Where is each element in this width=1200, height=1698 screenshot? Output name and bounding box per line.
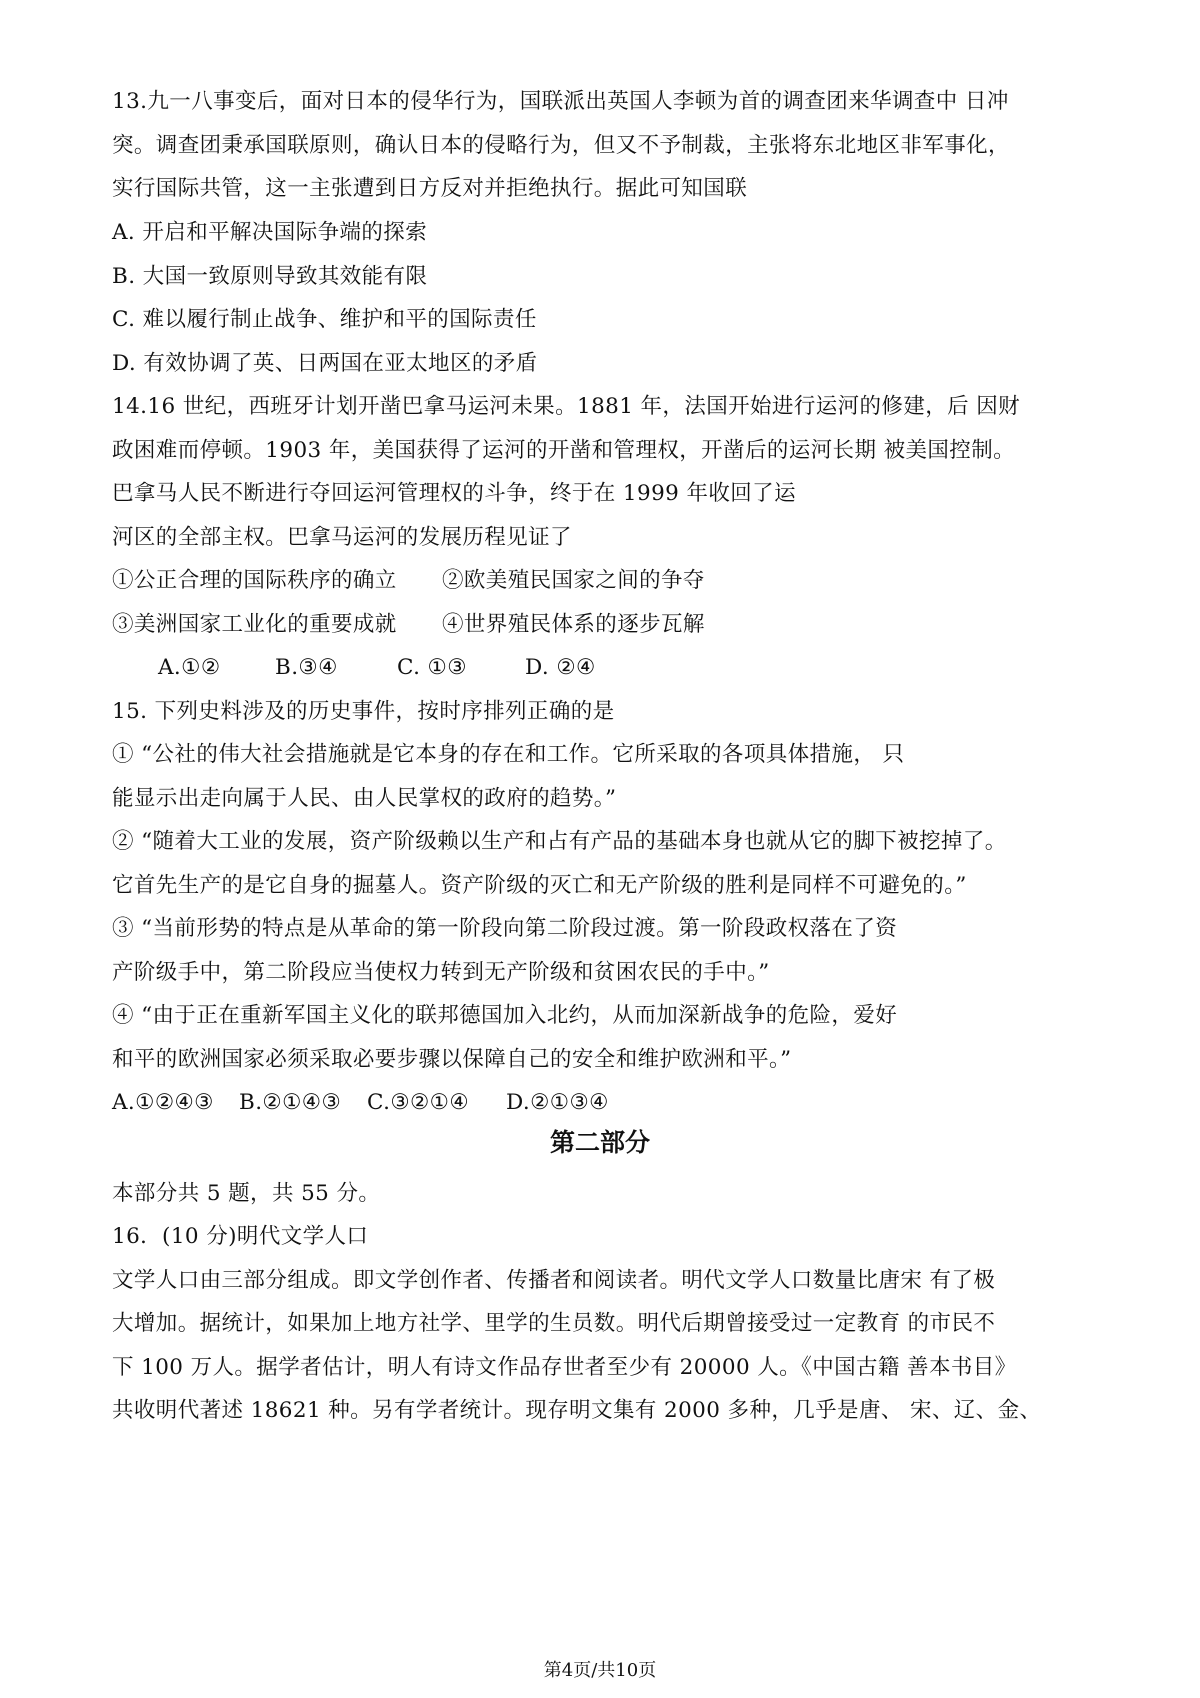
q15-material-line-2: 能显示出走向属于人民、由人民掌权的政府的趋势。” xyxy=(112,786,617,811)
q13-stem-line-3: 实行国际共管，这一主张遭到日方反对并拒绝执行。据此可知国联 xyxy=(112,176,748,201)
q13-stem-line-1: 13.九一八事变后，面对日本的侵华行为，国联派出英国人李顿为首的调查团来华调查中 日冲 xyxy=(112,89,1009,114)
q14-stem-line-1: 14.16 世纪，西班牙计划开凿巴拿马运河未果。1881 年，法国开始进行运河的修建，后 因财 xyxy=(112,394,1021,419)
q13-option-a: A. 开启和平解决国际争端的探索 xyxy=(112,220,428,245)
page-number: 第4页/共10页 xyxy=(543,1660,657,1681)
q13-option-c: C. 难以履行制止战争、维护和平的国际责任 xyxy=(112,307,537,332)
q16-text-line-4: 共收明代著述 18621 种。另有学者统计。现存明文集有 2000 多种，几乎是唐、 宋、辽、金、 xyxy=(112,1398,1042,1423)
q14-stem-line-2: 政困难而停顿。1903 年，美国获得了运河的开凿和管理权，开凿后的运河长期 被美国控制。 xyxy=(112,438,1015,463)
q14-stem-line-4: 河区的全部主权。巴拿马运河的发展历程见证了 xyxy=(112,525,572,550)
q15-material-line-7: ④ “由于正在重新军国主义化的联邦德国加入北约，从而加深新战争的危险，爱好 xyxy=(112,1003,898,1028)
q14-option-a: A.①② xyxy=(158,655,221,680)
q15-option-d: D.②①③④ xyxy=(506,1090,609,1115)
q15-option-a: A.①②④③ xyxy=(112,1090,214,1115)
q13-stem-line-2: 突。调查团秉承国联原则，确认日本的侵略行为，但又不予制裁，主张将东北地区非军事化， xyxy=(112,133,1010,158)
q15-material-line-6: 产阶级手中，第二阶段应当使权力转到无产阶级和贫困农民的手中。” xyxy=(112,960,770,985)
q14-item-2: ②欧美殖民国家之间的争夺 xyxy=(442,568,705,593)
q13-option-d: D. 有效协调了英、日两国在亚太地区的矛盾 xyxy=(112,351,538,376)
q15-stem: 15. 下列史料涉及的历史事件，按时序排列正确的是 xyxy=(112,699,615,724)
q16-text-line-3: 下 100 万人。据学者估计，明人有诗文作品存世者至少有 20000 人。《中国古籍 善本书目》 xyxy=(112,1355,1017,1380)
q14-option-d: D. ②④ xyxy=(525,655,596,680)
q14-item-4: ④世界殖民体系的逐步瓦解 xyxy=(442,612,705,637)
part2-intro: 本部分共 5 题，共 55 分。 xyxy=(112,1181,381,1206)
q15-material-line-3: ② “随着大工业的发展，资产阶级赖以生产和占有产品的基础本身也就从它的脚下被挖掉了。 xyxy=(112,829,1007,854)
q16-title: 16．(10 分)明代文学人口 xyxy=(112,1224,369,1249)
q15-material-line-8: 和平的欧洲国家必须采取必要步骤以保障自己的安全和维护欧洲和平。” xyxy=(112,1047,792,1072)
q14-option-c: C. ①③ xyxy=(397,655,467,680)
q15-material-line-1: ① “公社的伟大社会措施就是它本身的存在和工作。它所采取的各项具体措施， 只 xyxy=(112,742,905,767)
q14-item-3: ③美洲国家工业化的重要成就 xyxy=(112,612,397,637)
q15-options xyxy=(112,1088,609,1118)
q14-items-row-2 xyxy=(112,610,705,640)
q14-items-row-1 xyxy=(112,566,705,596)
q14-options xyxy=(158,653,596,683)
q15-option-b: B.②①④③ xyxy=(239,1090,342,1115)
q13-option-b: B. 大国一致原则导致其效能有限 xyxy=(112,264,428,289)
part2-title: 第二部分 xyxy=(549,1128,650,1157)
q16-text-line-1: 文学人口由三部分组成。即文学创作者、传播者和阅读者。明代文学人口数量比唐宋 有了极 xyxy=(112,1268,996,1293)
q15-material-line-5: ③ “当前形势的特点是从革命的第一阶段向第二阶段过渡。第一阶段政权落在了资 xyxy=(112,916,898,941)
q14-option-b: B.③④ xyxy=(275,655,338,680)
q14-stem-line-3: 巴拿马人民不断进行夺回运河管理权的斗争，终于在 1999 年收回了运 xyxy=(112,481,796,506)
q16-text-line-2: 大增加。据统计，如果加上地方社学、里学的生员数。明代后期曾接受过一定教育 的市民不 xyxy=(112,1311,996,1336)
q15-material-line-4: 它首先生产的是它自身的掘墓人。资产阶级的灭亡和无产阶级的胜利是同样不可避免的。” xyxy=(112,873,967,898)
q14-item-1: ①公正合理的国际秩序的确立 xyxy=(112,568,397,593)
q15-option-c: C.③②①④ xyxy=(367,1090,470,1115)
